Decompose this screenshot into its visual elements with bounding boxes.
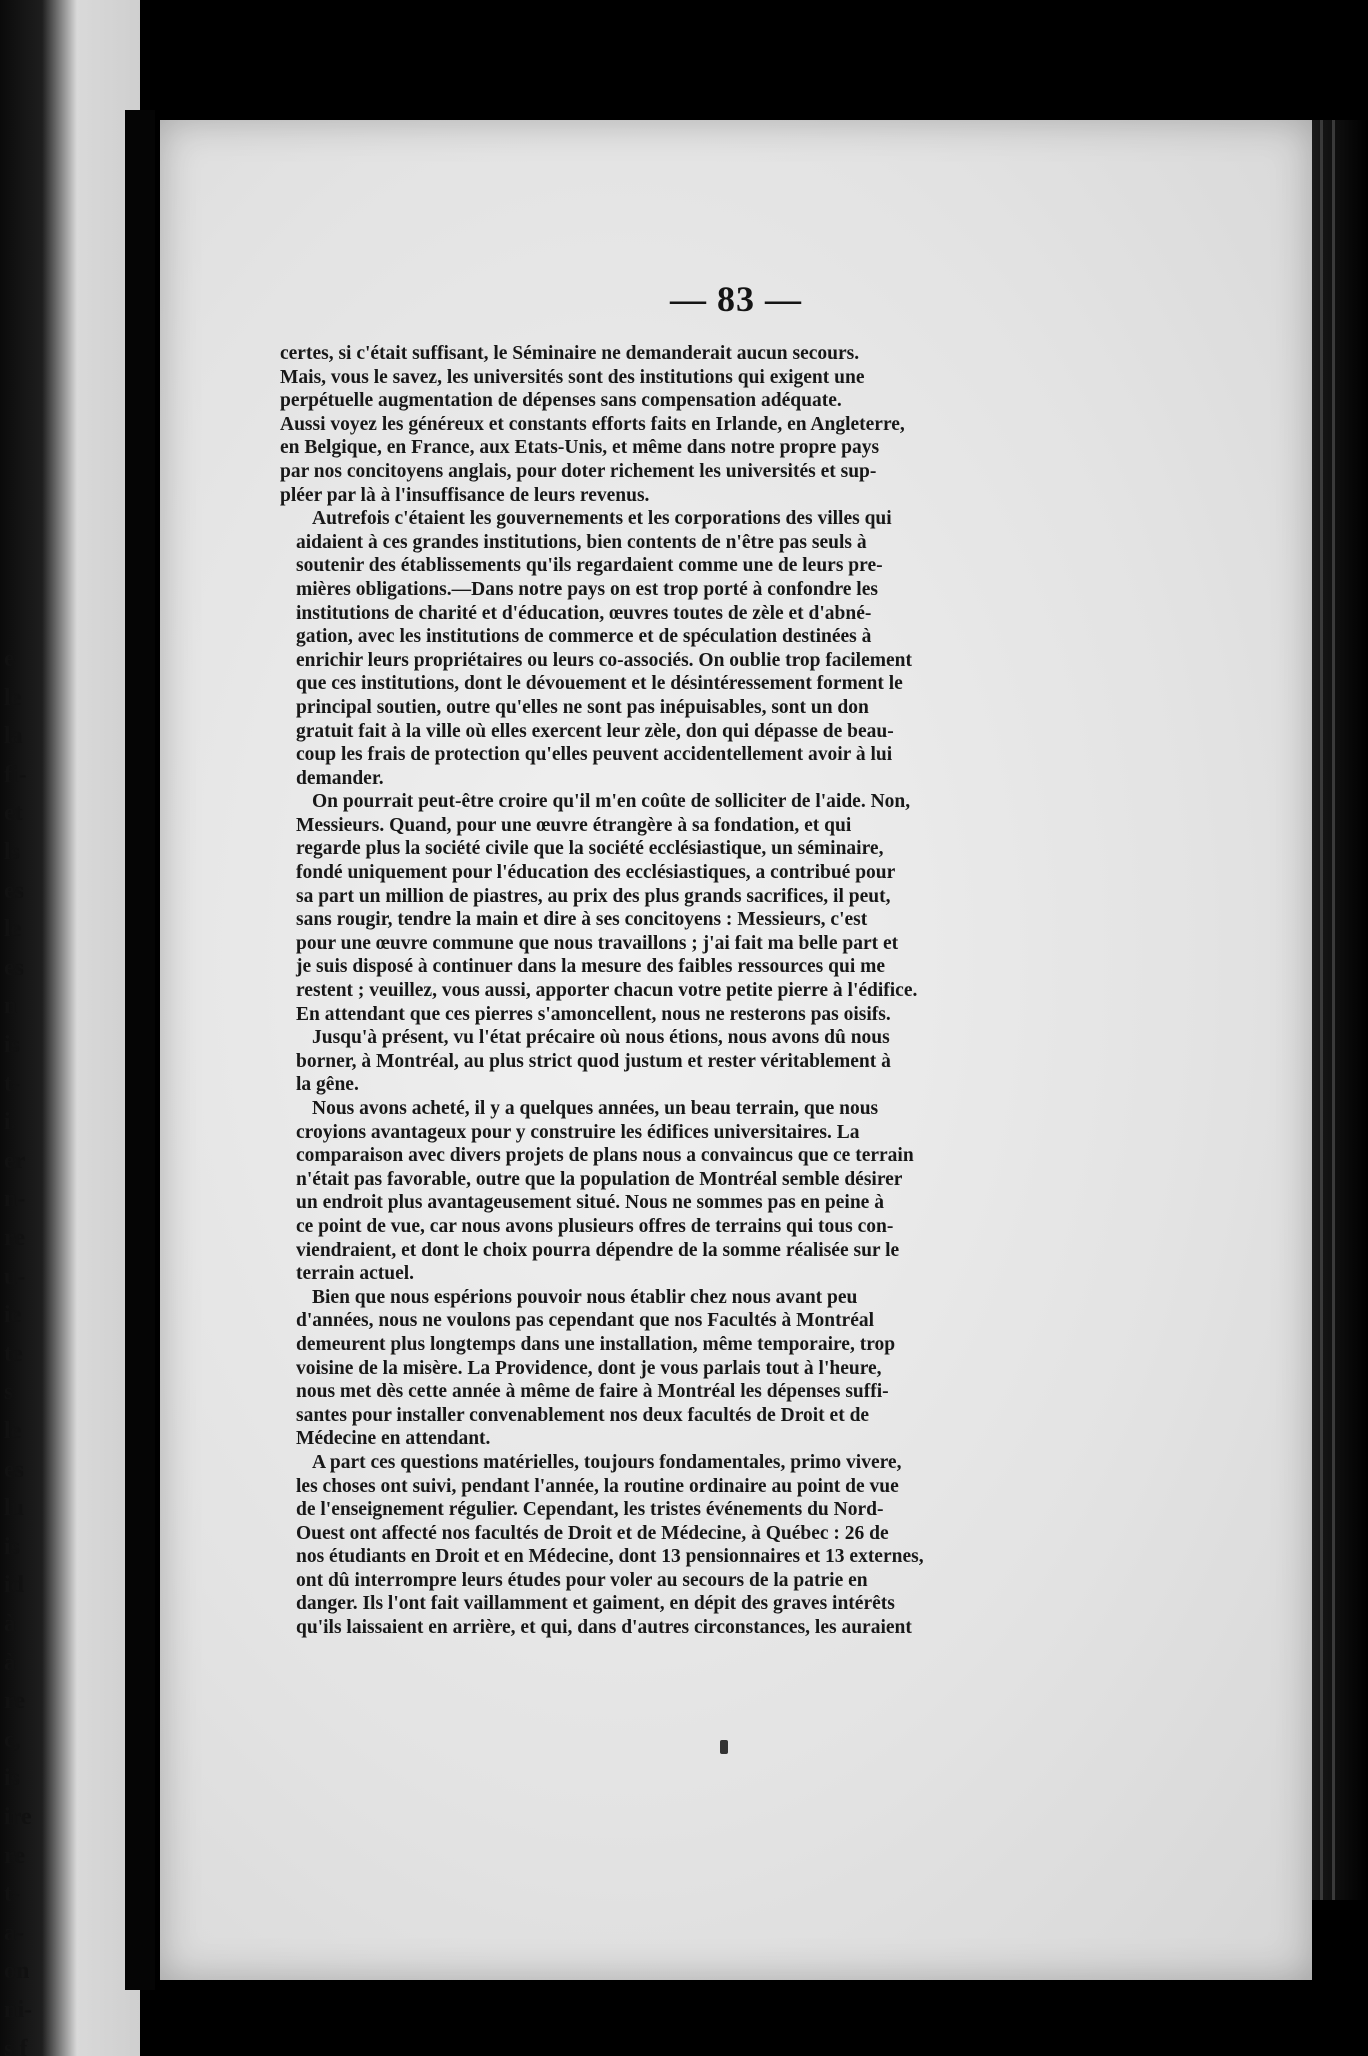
next-pages-edge: [1312, 120, 1368, 1900]
book-page: [160, 120, 1312, 1980]
text-line: par nos concitoyens anglais, pour doter richement les universités et sup-: [280, 460, 877, 482]
paragraph: [280, 507, 1080, 790]
paragraph: [280, 1451, 1080, 1640]
left-page-fragment: ni-: [4, 1997, 33, 2023]
left-page-fragment: i.: [4, 1109, 17, 1136]
left-page-fragment: te: [4, 1340, 23, 1367]
paragraph: [280, 342, 1080, 507]
text-line: perpétuelle augmentation de dépenses sans compensation adéquate.: [280, 390, 842, 412]
paragraph: [280, 1286, 1080, 1451]
text-line: la gêne.: [296, 1074, 359, 1096]
left-page-fragment: ls: [4, 839, 21, 865]
text-line: gratuit fait à la ville où elles exercent leur zèle, don qui dépasse de beau-: [296, 720, 894, 742]
text-line: mières obligations.—Dans notre pays on est trop porté à confondre les: [296, 578, 878, 600]
left-page-fragment: t-: [4, 1881, 20, 1908]
text-line: On pourrait peut-être croire qu'il m'en coûte de solliciter de l'aide. Non,: [312, 791, 911, 813]
text-line: nos étudiants en Droit et en Médecine, dont 13 pensionnaires et 13 externes,: [296, 1546, 924, 1568]
left-page-fragment: c,: [4, 1726, 21, 1753]
text-line: croyions avantageux pour y construire les édifices universitaires. La: [296, 1121, 860, 1143]
left-page-fragment: et: [4, 800, 23, 827]
left-page-fragment: is: [4, 1765, 21, 1792]
text-line: n'était pas favorable, outre que la population de Montréal semble désirer: [296, 1168, 903, 1190]
left-page-fragment: le: [4, 1418, 22, 1444]
left-page-fragment: es: [4, 954, 24, 981]
left-page-fragment: er: [4, 1147, 26, 1174]
paragraph: [280, 1097, 1080, 1286]
left-page-fragment: is: [4, 1533, 21, 1560]
text-line: sans rougir, tendre la main et dire à ses concitoyens : Messieurs, c'est: [296, 909, 868, 931]
text-line: gation, avec les institutions de commerce et de spéculation destinées à: [296, 626, 872, 648]
text-line: Mais, vous le savez, les universités sont des institutions qui exigent une: [280, 366, 865, 388]
text-line: viendraient, et dont le choix pourra dépendre de la somme réalisée sur le: [296, 1239, 900, 1261]
left-page-fragment: u-: [4, 1263, 26, 1290]
left-page-fragment: on: [4, 1958, 30, 1985]
text-line: Ouest ont affecté nos facultés de Droit et de Médecine, à Québec : 26 de: [296, 1522, 889, 1544]
text-line: terrain actuel.: [296, 1263, 415, 1285]
text-line: coup les frais de protection qu'elles peuvent accidentellement avoir à lui: [296, 744, 893, 766]
text-line: en Belgique, en France, aux Etats-Unis, et même dans notre propre pays: [280, 437, 880, 459]
text-line: je suis disposé à continuer dans la mesure des faibles ressources qui me: [296, 956, 886, 978]
text-line: sa part un million de piastres, au prix des plus grands sacrifices, il peut,: [296, 885, 891, 907]
left-page-fragment: ire: [4, 1804, 32, 1830]
text-line: institutions de charité et d'éducation, œuvres toutes de zèle et d'abné-: [296, 602, 872, 624]
text-line: danger. Ils l'ont fait vaillamment et gaiment, en dépit des graves intérêts: [296, 1593, 895, 1615]
left-page-fragment: à: [4, 1649, 16, 1676]
left-page-fragment: ie: [4, 1302, 22, 1329]
text-line: En attendant que ces pierres s'amoncellent, nous ne resterons pas oisifs.: [296, 1003, 891, 1025]
text-line: pour une œuvre commune que nous travaillons ; j'ai fait ma belle part et: [296, 932, 899, 954]
text-line: principal soutien, outre qu'elles ne sont pas inépuisables, sont un don: [296, 696, 869, 718]
paragraph: [280, 1026, 1080, 1097]
text-line: Messieurs. Quand, pour une œuvre étrangère à sa fondation, et qui: [296, 814, 852, 836]
text-line: Autrefois c'étaient les gouvernements et les corporations des villes qui: [312, 508, 892, 530]
left-page-fragment: s f: [4, 2035, 28, 2056]
page-number: — 83 —: [670, 279, 802, 319]
text-line: les choses ont suivi, pendant l'année, la routine ordinaire au point de vue: [296, 1475, 899, 1497]
left-page-fragment: re: [4, 1842, 25, 1869]
text-line: de l'enseignement régulier. Cependant, les tristes événements du Nord-: [296, 1499, 884, 1521]
book-gutter: [125, 110, 155, 1990]
left-page-fragment: es: [4, 1456, 24, 1483]
left-page-fragment: is: [4, 1032, 21, 1058]
text-line: d'années, nous ne voulons pas cependant que nos Facultés à Montréal: [296, 1310, 875, 1332]
text-line: Bien que nous espérions pouvoir nous établir chez nous avant peu: [312, 1286, 858, 1308]
text-line: certes, si c'était suffisant, le Séminaire ne demanderait aucun secours.: [280, 343, 860, 364]
left-page-fragment: n: [4, 993, 18, 1020]
left-page-fragment: le: [4, 916, 22, 943]
left-page-fragment: a-: [4, 1919, 24, 1946]
text-line: un endroit plus avantageusement situé. Nous ne sommes pas en peine à: [296, 1192, 884, 1214]
body-text: [280, 342, 1080, 1640]
left-page-fragment: lu: [4, 1495, 25, 1522]
paragraph: [280, 790, 1080, 1026]
text-line: enrichir leurs propriétaires ou leurs co-associés. On oublie trop facilement: [296, 649, 912, 671]
text-line: Médecine en attendant.: [296, 1428, 491, 1450]
text-line: voisine de la misère. La Providence, dont je vous parlais tout à l'heure,: [296, 1357, 882, 1379]
text-line: nous met dès cette année à même de faire à Montréal les dépenses suffi-: [296, 1381, 889, 1403]
left-page-fragment: re: [4, 1225, 25, 1251]
text-line: demander.: [296, 767, 384, 789]
text-line: comparaison avec divers projets de plans nous a convaincus que ce terrain: [296, 1145, 914, 1167]
left-page-fragment: es: [4, 877, 24, 904]
text-line: qu'ils laissaient en arrière, et qui, dans d'autres circonstances, les auraient: [296, 1617, 912, 1639]
left-page-fragment: re: [4, 1688, 25, 1715]
text-line: Nous avons acheté, il y a quelques années, un beau terrain, que nous: [312, 1098, 879, 1119]
text-line: A part ces questions matérielles, toujours fondamentales, primo vivere,: [312, 1451, 902, 1473]
text-line: que ces institutions, dont le dévouement et le désintéressement forment le: [296, 673, 903, 695]
left-page-fragment: s: [4, 1379, 14, 1406]
text-line: demeurent plus longtemps dans une installation, même temporaire, trop: [296, 1333, 896, 1355]
text-line: regarde plus la société civile que la société ecclésiastique, un séminaire,: [296, 838, 884, 860]
text-line: soutenir des établissements qu'ils regardaient comme une de leurs pre-: [296, 555, 883, 577]
left-page-fragment: t-: [4, 1070, 20, 1097]
text-line: fondé uniquement pour l'éducation des ecclésiastiques, a contribué pour: [296, 862, 896, 884]
text-line: Jusqu'à présent, vu l'état précaire où nous étions, nous avons dû nous: [312, 1027, 890, 1049]
left-page-fragment: id: [4, 1572, 25, 1599]
left-page-fragment: fi-: [4, 761, 27, 788]
left-page-fragment: le: [4, 684, 22, 711]
text-line: restent ; veuillez, vous aussi, apporter chacun votre petite pierre à l'édifice.: [296, 980, 918, 1002]
left-page-fragment: la: [4, 723, 23, 750]
text-line: santes pour installer convenablement nos deux facultés de Droit et de: [296, 1404, 870, 1426]
text-line: Aussi voyez les généreux et constants efforts faits en Irlande, en Angleterre,: [280, 413, 905, 435]
ink-mark: [720, 1740, 728, 1754]
left-page-fragment: e: [4, 646, 15, 672]
previous-page-edge: [0, 0, 140, 2056]
left-page-fragment: à: [4, 1611, 16, 1637]
text-line: borner, à Montréal, au plus strict quod justum et rester véritablement à: [296, 1050, 891, 1072]
text-line: aidaient à ces grandes institutions, bien contents de n'être pas seuls à: [296, 531, 867, 553]
left-page-fragment: n-: [4, 1186, 26, 1213]
text-line: ce point de vue, car nous avons plusieurs offres de terrains qui tous con-: [296, 1215, 894, 1237]
text-line: pléer par là à l'insuffisance de leurs revenus.: [280, 484, 650, 506]
text-line: ont dû interrompre leurs études pour voler au secours de la patrie en: [296, 1569, 868, 1591]
